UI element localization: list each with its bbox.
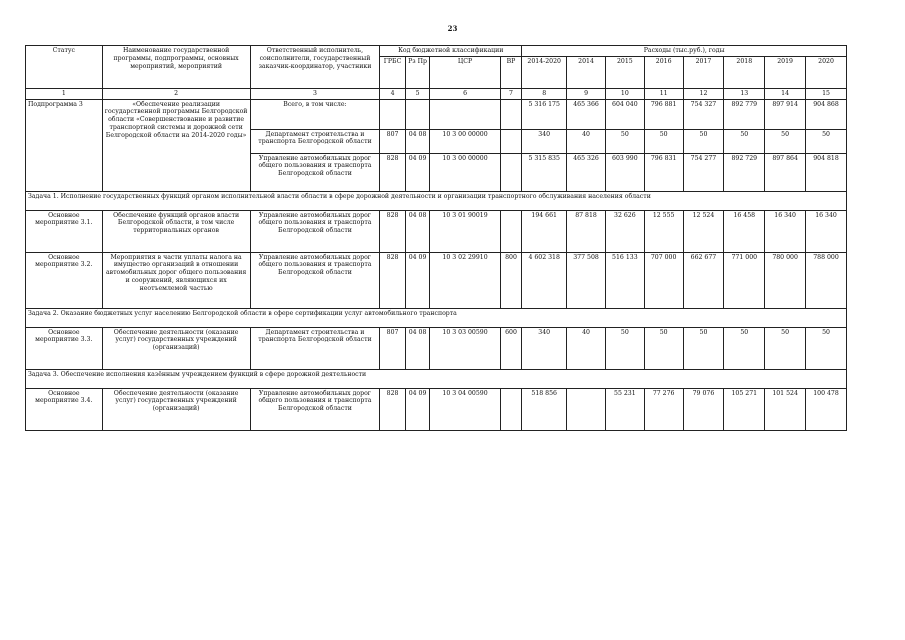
column-number: 7 (500, 88, 521, 99)
cell-value: 518 856 (522, 388, 567, 430)
row-executor: Всего, в том числе: (250, 99, 380, 129)
task-row (26, 308, 847, 327)
cell-value: 340 (522, 129, 567, 153)
row-status: Основное мероприятие 3.1. (26, 210, 103, 252)
table-row (26, 252, 847, 308)
cell-value: 662 677 (683, 252, 724, 308)
cell-value: 50 (765, 129, 806, 153)
cell-grbs: 828 (380, 210, 406, 252)
column-number: 9 (567, 88, 606, 99)
cell-value: 603 990 (605, 153, 644, 191)
cell-grbs (380, 99, 406, 129)
cell-value: 32 626 (605, 210, 644, 252)
header-rzpr: Рз Пр (405, 56, 430, 88)
cell-value: 194 661 (522, 210, 567, 252)
cell-value: 50 (724, 327, 765, 369)
column-number: 10 (605, 88, 644, 99)
cell-csr: 10 3 01 90019 (430, 210, 500, 252)
task-row (26, 191, 847, 210)
column-number: 11 (644, 88, 683, 99)
row-name: Обеспечение функций органов власти Белгородской области, в том числе территориальных органов (102, 210, 250, 252)
cell-value: 754 327 (683, 99, 724, 129)
row-executor: Департамент строительства и транспорта Белгородской области (250, 129, 380, 153)
column-number: 3 (250, 88, 380, 99)
header-year: 2020 (806, 56, 847, 88)
cell-value: 897 914 (765, 99, 806, 129)
column-number: 13 (724, 88, 765, 99)
header-year: 2018 (724, 56, 765, 88)
cell-value: 50 (644, 327, 683, 369)
row-executor: Управление автомобильных дорог общего пользования и транспорта Белгородской области (250, 252, 380, 308)
cell-value: 50 (806, 327, 847, 369)
row-executor: Департамент строительства и транспорта Белгородской области (250, 327, 380, 369)
cell-grbs: 828 (380, 252, 406, 308)
subprogram-status: Подпрограмма 3 (26, 99, 103, 191)
cell-value: 892 729 (724, 153, 765, 191)
cell-value: 754 277 (683, 153, 724, 191)
table-row (26, 210, 847, 252)
column-number: 14 (765, 88, 806, 99)
cell-value: 707 000 (644, 252, 683, 308)
column-number: 8 (522, 88, 567, 99)
cell-value: 340 (522, 327, 567, 369)
cell-vr (500, 388, 521, 430)
cell-value: 604 040 (605, 99, 644, 129)
column-number: 5 (405, 88, 430, 99)
column-number: 15 (806, 88, 847, 99)
column-number: 12 (683, 88, 724, 99)
cell-rzpr (405, 99, 430, 129)
cell-value: 16 458 (724, 210, 765, 252)
cell-csr (430, 99, 500, 129)
header-expenses: Расходы (тыс.руб.), годы (522, 46, 847, 57)
cell-csr: 10 3 02 29910 (430, 252, 500, 308)
header-budget-code: Код бюджетной классификации (380, 46, 522, 57)
cell-rzpr: 04 09 (405, 252, 430, 308)
cell-value: 55 231 (605, 388, 644, 430)
cell-value: 465 326 (567, 153, 606, 191)
cell-value: 40 (567, 327, 606, 369)
cell-value: 50 (683, 129, 724, 153)
header-year: 2019 (765, 56, 806, 88)
header-year: 2014 (567, 56, 606, 88)
cell-rzpr: 04 08 (405, 129, 430, 153)
header-vr: ВР (500, 56, 521, 88)
header-name: Наименование государственной программы, подпрограммы, основных мероприятий, мероприятий (102, 46, 250, 89)
cell-vr (500, 210, 521, 252)
cell-value (567, 388, 606, 430)
cell-value: 12 555 (644, 210, 683, 252)
row-name: Мероприятия в части уплаты налога на имущество организаций в отношении автомобильных дорог общего пользования и сооружений, являющихся их неотъемлемой частью (102, 252, 250, 308)
cell-value: 50 (724, 129, 765, 153)
cell-value: 50 (765, 327, 806, 369)
cell-value: 50 (644, 129, 683, 153)
cell-rzpr: 04 09 (405, 153, 430, 191)
cell-grbs: 828 (380, 388, 406, 430)
table-row (26, 327, 847, 369)
budget-table (25, 45, 847, 431)
cell-csr: 10 3 04 00590 (430, 388, 500, 430)
cell-value: 377 508 (567, 252, 606, 308)
task-title: Задача 2. Оказание бюджетных услуг населению Белгородской области в сфере сертификации услуг автомобильного транспорта (26, 308, 847, 327)
column-number: 4 (380, 88, 406, 99)
cell-grbs: 828 (380, 153, 406, 191)
header-executor: Ответственный исполнитель, соисполнители, государственный заказчик-координатор, участники (250, 46, 380, 89)
row-executor: Управление автомобильных дорог общего пользования и транспорта Белгородской области (250, 210, 380, 252)
table-row (26, 388, 847, 430)
header-year: 2015 (605, 56, 644, 88)
cell-value: 77 276 (644, 388, 683, 430)
header-year: 2017 (683, 56, 724, 88)
cell-value: 771 000 (724, 252, 765, 308)
cell-value: 904 818 (806, 153, 847, 191)
column-number: 6 (430, 88, 500, 99)
cell-grbs: 807 (380, 129, 406, 153)
cell-value: 4 602 318 (522, 252, 567, 308)
cell-value: 5 316 175 (522, 99, 567, 129)
cell-value: 897 864 (765, 153, 806, 191)
cell-value: 16 340 (765, 210, 806, 252)
cell-vr (500, 129, 521, 153)
row-executor: Управление автомобильных дорог общего пользования и транспорта Белгородской области (250, 388, 380, 430)
cell-value: 16 340 (806, 210, 847, 252)
column-number-row (26, 88, 847, 99)
cell-value: 465 366 (567, 99, 606, 129)
header-grbs: ГРБС (380, 56, 406, 88)
cell-value: 50 (683, 327, 724, 369)
cell-value: 50 (605, 327, 644, 369)
row-status: Основное мероприятие 3.3. (26, 327, 103, 369)
cell-value: 796 831 (644, 153, 683, 191)
column-number: 2 (102, 88, 250, 99)
cell-value: 79 076 (683, 388, 724, 430)
cell-value: 87 818 (567, 210, 606, 252)
task-title: Задача 1. Исполнение государственных функций органом исполнительной власти области в сфере дорожной деятельности и организации транспортного обслуживания населения области (26, 191, 847, 210)
page-number: 23 (447, 24, 458, 33)
row-executor: Управление автомобильных дорог общего пользования и транспорта Белгородской области (250, 153, 380, 191)
cell-rzpr: 04 08 (405, 327, 430, 369)
cell-csr: 10 3 03 00590 (430, 327, 500, 369)
task-title: Задача 3. Обеспечение исполнения казённым учреждением функций в сфере дорожной деятельности (26, 369, 847, 388)
subprogram-name: «Обеспечение реализации государственной программы Белгородской области «Совершенствование и развитие транспортной системы и дорожной сети Белгородской области на 2014-2020 годы» (102, 99, 250, 191)
cell-value: 796 881 (644, 99, 683, 129)
cell-value: 5 315 835 (522, 153, 567, 191)
header-year: 2016 (644, 56, 683, 88)
column-number: 1 (26, 88, 103, 99)
cell-vr: 800 (500, 252, 521, 308)
cell-csr: 10 3 00 00000 (430, 153, 500, 191)
row-name: Обеспечение деятельности (оказание услуг) государственных учреждений (организаций) (102, 327, 250, 369)
cell-value: 12 524 (683, 210, 724, 252)
cell-rzpr: 04 09 (405, 388, 430, 430)
cell-value: 40 (567, 129, 606, 153)
cell-value: 105 271 (724, 388, 765, 430)
cell-vr: 600 (500, 327, 521, 369)
header-csr: ЦСР (430, 56, 500, 88)
cell-value: 50 (806, 129, 847, 153)
cell-value: 516 133 (605, 252, 644, 308)
cell-vr (500, 99, 521, 129)
cell-value: 101 524 (765, 388, 806, 430)
header-status: Статус (26, 46, 103, 89)
row-status: Основное мероприятие 3.4. (26, 388, 103, 430)
task-row (26, 369, 847, 388)
cell-rzpr: 04 08 (405, 210, 430, 252)
header-year: 2014-2020 (522, 56, 567, 88)
table-row (26, 99, 847, 129)
cell-value: 788 000 (806, 252, 847, 308)
row-name: Обеспечение деятельности (оказание услуг) государственных учреждений (организаций) (102, 388, 250, 430)
cell-vr (500, 153, 521, 191)
cell-value: 904 868 (806, 99, 847, 129)
cell-grbs: 807 (380, 327, 406, 369)
cell-value: 892 779 (724, 99, 765, 129)
row-status: Основное мероприятие 3.2. (26, 252, 103, 308)
cell-csr: 10 3 00 00000 (430, 129, 500, 153)
cell-value: 100 478 (806, 388, 847, 430)
cell-value: 780 000 (765, 252, 806, 308)
cell-value: 50 (605, 129, 644, 153)
